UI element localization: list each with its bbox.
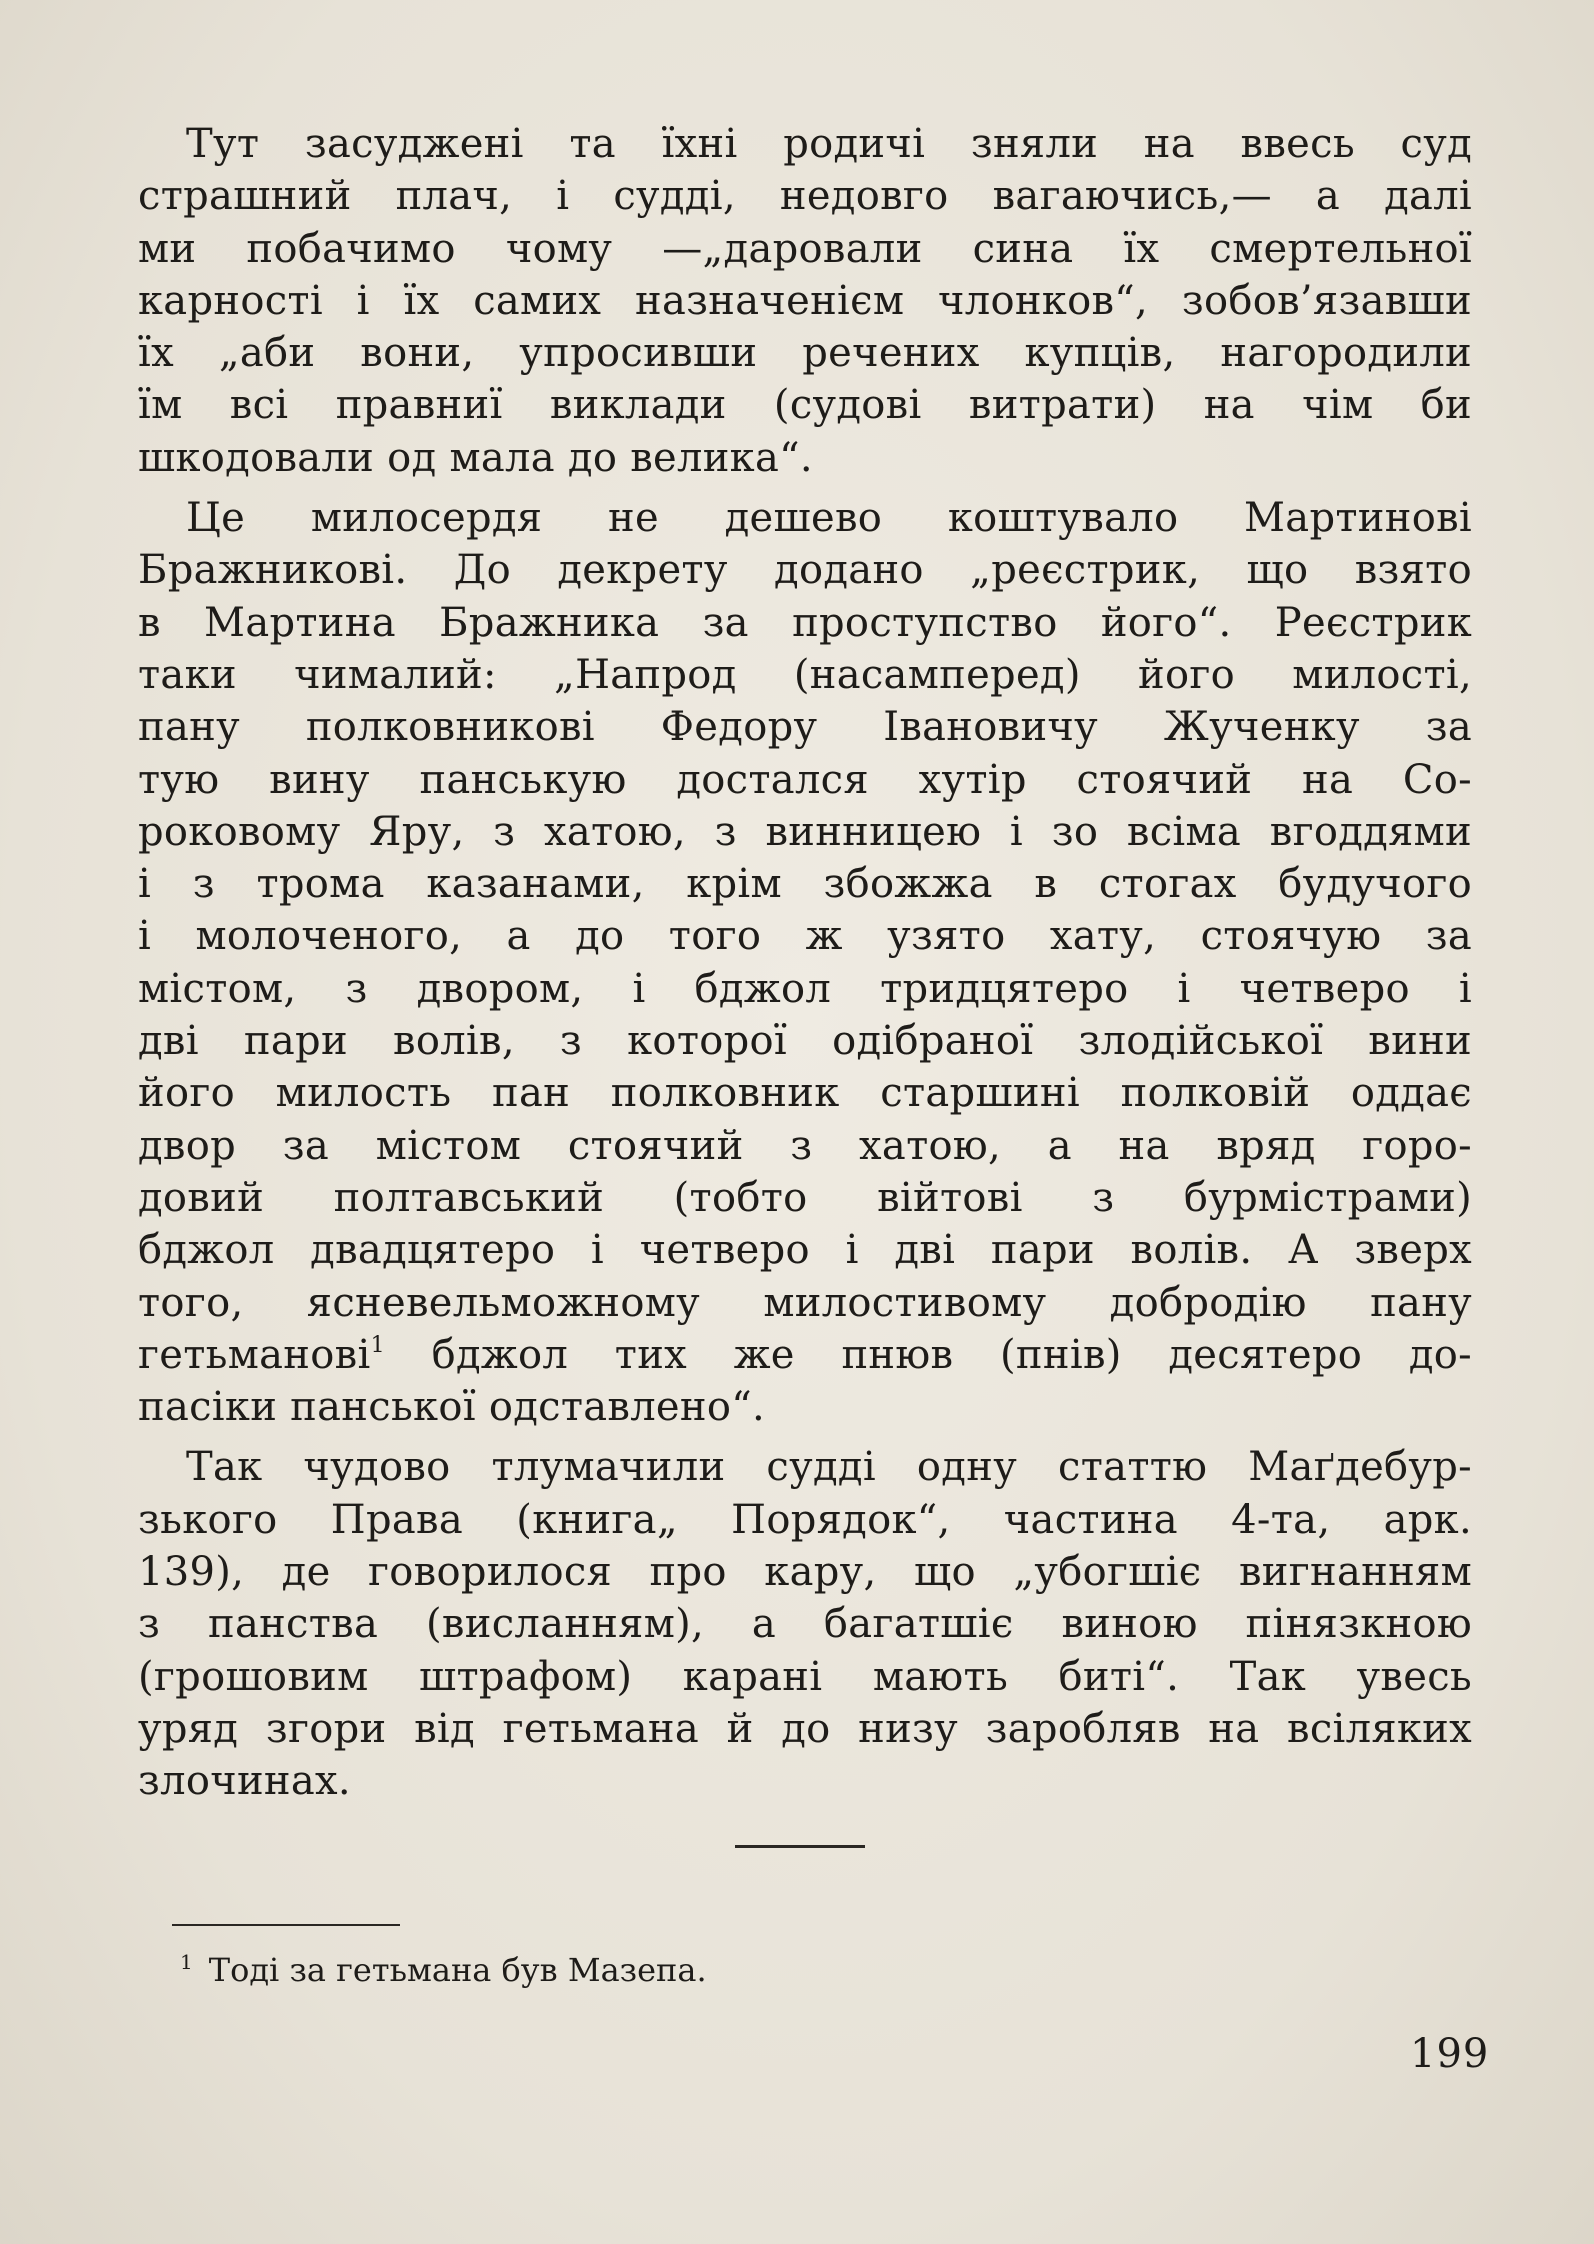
footnote-reference: 1 xyxy=(370,1332,385,1358)
text-fragment: гетьманові xyxy=(138,1331,371,1378)
text-line: і молоченого, а до того ж узято хату, стоячую за xyxy=(138,913,1472,960)
text-line: Бражникові. До декрету додано „реєстрик, що взято xyxy=(138,547,1472,594)
text-line xyxy=(138,1329,1472,1381)
text-line: уряд згори від гетьмана й до низу заробляв на всіляких xyxy=(138,1705,1472,1752)
text-line: з панства (висланням), а багатшіє виною пінязкною xyxy=(138,1601,1472,1648)
text-fragment: бджол тих же пнюв (пнів) десятеро до- xyxy=(431,1331,1473,1378)
text-line: того, ясневельможному милостивому добродію пану xyxy=(138,1279,1472,1326)
footnote-text: Тоді за гетьмана був Мазепа. xyxy=(208,1951,707,1989)
text-line: (грошовим штрафом) карані мають биті“. Так увесь xyxy=(138,1653,1472,1700)
text-line: Це милосердя не дешево коштувало Мартинові xyxy=(186,495,1472,542)
text-line: двор за містом стоячий з хатою, а на вряд горо- xyxy=(138,1122,1472,1169)
text-line: таки чималий: „Напрод (насамперед) його милості, xyxy=(138,651,1472,698)
text-line: страшний плач, і судді, недовго вагаючись,— а далі xyxy=(138,173,1472,220)
section-divider xyxy=(735,1845,865,1848)
text-line: зького Права (книга„ Порядок“, частина 4-та, арк. xyxy=(138,1496,1472,1543)
text-line: Тут засуджені та їхні родичі зняли на ввесь суд xyxy=(186,121,1472,167)
text-line: пасіки панської одставлено“. xyxy=(138,1384,766,1431)
text-line: роковому Яру, з хатою, з винницею і зо всіма вгоддями xyxy=(138,808,1472,855)
text-line: і з трома казанами, крім збожжа в стогах будучого xyxy=(138,861,1472,908)
text-line: їх „аби вони, упросивши речених купців, нагородили xyxy=(138,330,1472,377)
text-line: Так чудово тлумачили судді одну статтю Маґдебур- xyxy=(186,1444,1472,1491)
text-line: злочинах. xyxy=(138,1758,351,1805)
text-line: його милость пан полковник старшині полковій оддає xyxy=(138,1070,1472,1117)
text-line: дві пари волів, з которої одібраної злодійської вини xyxy=(138,1018,1472,1065)
text-line: в Мартина Бражника за проступство його“. Реєстрик xyxy=(138,599,1472,646)
page-number: 199 xyxy=(1410,2031,1490,2077)
text-line: бджол двадцятеро і четверо і дві пари волів. А зверх xyxy=(138,1227,1472,1274)
text-line: пану полковникові Федору Івановичу Жученку за xyxy=(138,704,1472,751)
text-line: їм всі правниї виклади (судові витрати) на чім би xyxy=(138,382,1472,429)
text-line: містом, з двором, і бджол тридцятеро і четверо і xyxy=(138,965,1472,1012)
text-line: 139), де говорилося про кару, що „убогшіє вигнанням xyxy=(138,1549,1472,1596)
body-text xyxy=(138,118,1472,1808)
footnote-rule xyxy=(172,1924,400,1926)
text-line: шкодовали од мала до велика“. xyxy=(138,434,813,481)
footnote xyxy=(180,1950,707,1990)
text-line: ми побачимо чому —„даровали сина їх смертельної xyxy=(138,225,1472,272)
text-line: карності і їх самих назначенієм члонков“, зобов’язавши xyxy=(138,277,1472,324)
footnote-mark: 1 xyxy=(180,1950,193,1974)
text-line: довий полтавський (тобто війтові з бурмістрами) xyxy=(138,1174,1472,1221)
text-line: тую вину панськую достался хутір стоячий на Со- xyxy=(138,756,1472,803)
